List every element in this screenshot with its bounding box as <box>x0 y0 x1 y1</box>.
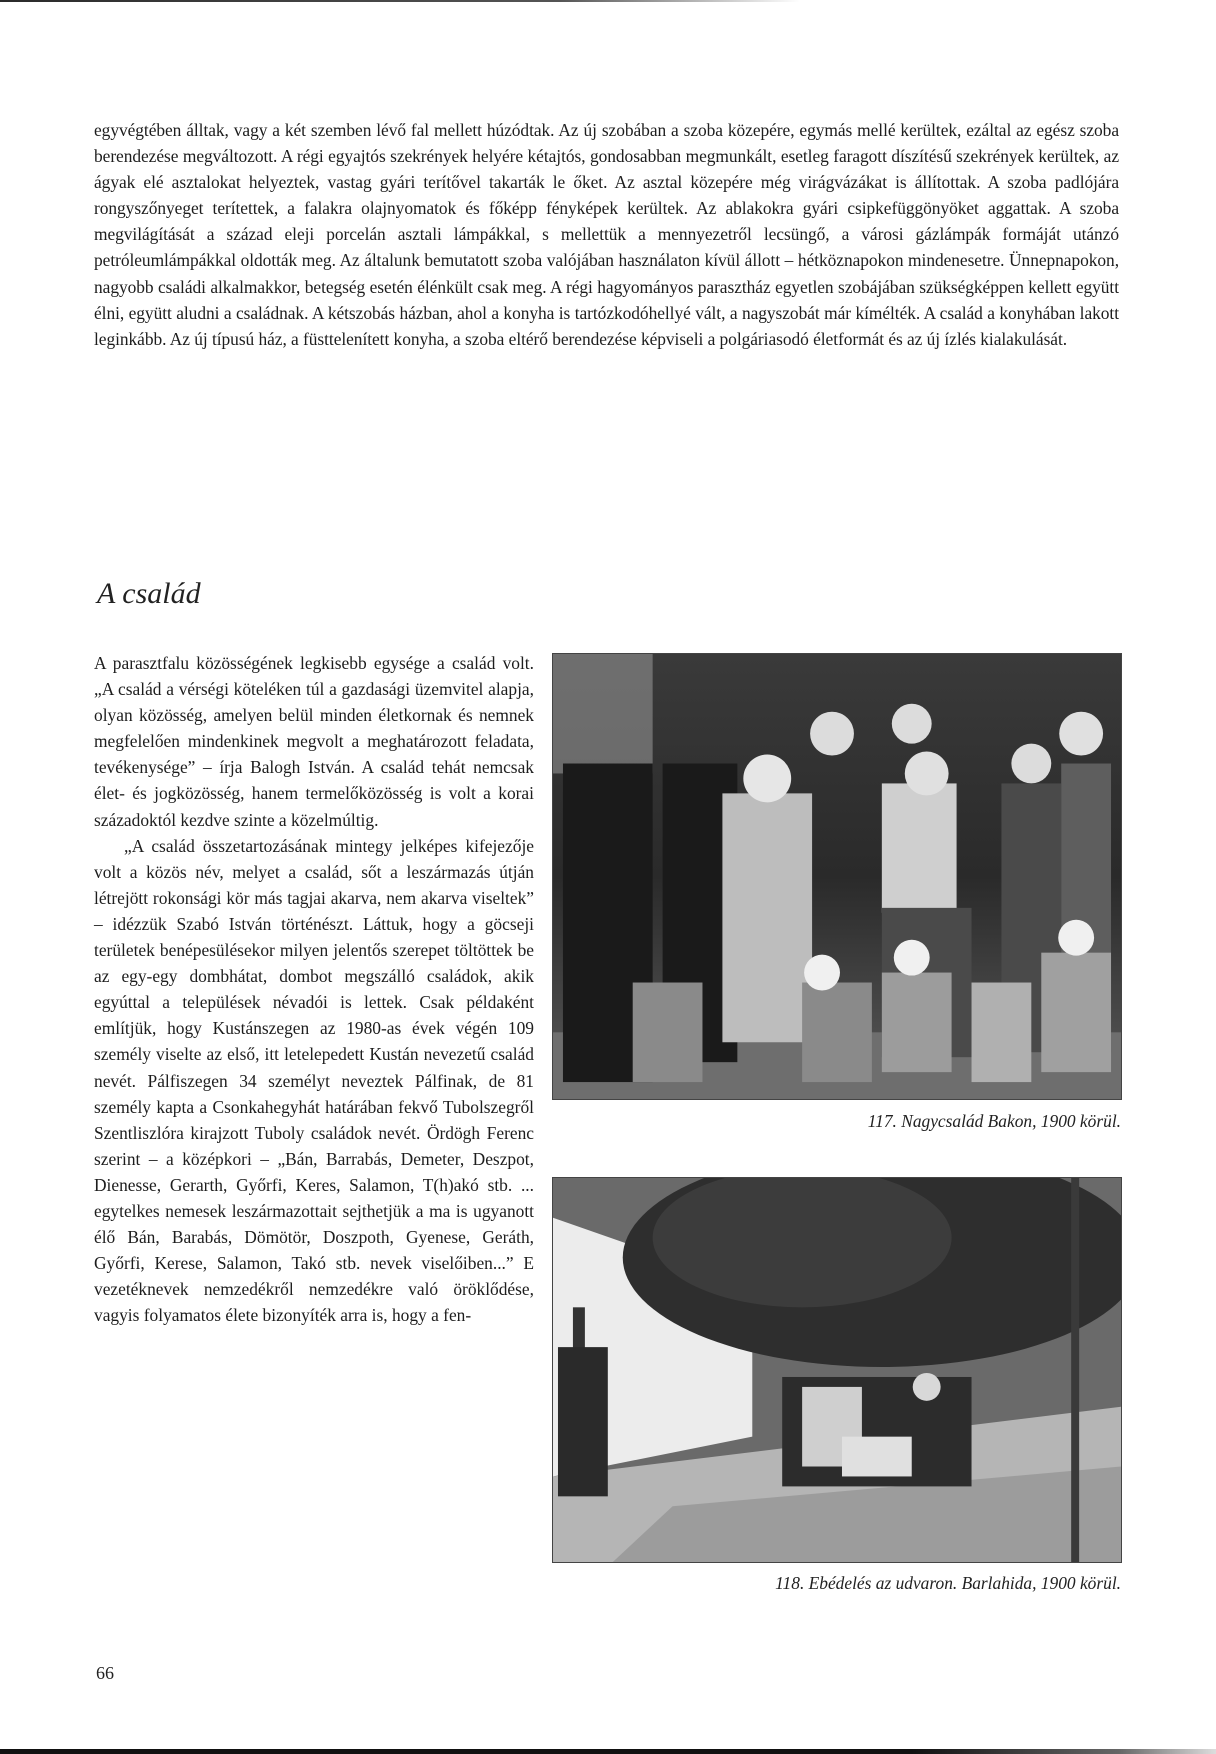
scan-top-edge <box>0 0 800 2</box>
family-group-image <box>553 654 1121 1099</box>
scan-bottom-edge <box>0 1749 1216 1754</box>
figure-117-caption: 117. Nagycsalád Bakon, 1900 körül. <box>867 1111 1121 1131</box>
section-paragraph-1: A parasztfalu közösségének legkisebb egysége a család volt. „A család a vérségi köteléken túl a gazdasági üzemvitel alapja, olyan közösség, amelyen belül minden életkornak és nemnek megfelelően mindenkinek megvolt a meghatározott feladata, tevékenysége” – írja Balogh István. A család tehát nemcsak élet- és jogközösség, hanem termelőközösség is volt a korai századoktól kezdve szinte a közelmúltig. <box>94 653 534 830</box>
top-paragraph: egyvégtében álltak, vagy a két szemben lévő fal mellett húzódtak. Az új szobában a szoba közepére, egymás mellé kerültek, ezáltal az egész szoba berendezése megváltozott. A régi egyajtós szekrények helyére kétajtós, gondosabban megmunkált, esetleg faragott díszítésű szekrények kerültek, az ágyak elé asztalokat helyeztek, vastag gyári terítővel takarták le őket. Az asztal közepére még virágvázákat is állítottak. A szoba padlójára rongyszőnyeget terítettek, a falakra olajnyomatok és főképp fényképek kerültek. Az ablakokra gyári csipkefüggönyöket aggattak. A szoba megvilágítását a század eleji porcelán asztali lámpákkal, s mellettük a mennyezetről lecsüngő, a városi gázlámpák formáját utánzó petróleumlámpákkal oldották meg. Az általunk bemutatott szoba valójában használaton kívül állott – hétköznapokon mindenesetre. Ünnepnapokon, nagyobb családi alkalmakkor, betegség esetén élénkült csak meg. A régi hagyományos parasztház egyetlen szobájában szükségképpen kellett együtt élni, együtt aludni a családnak. A kétszobás házban, ahol a konyha is tartózkodóhellyé vált, a nagyszobát már kímélték. A család a konyhában lakott leginkább. Az új típusú ház, a füsttelenített konyha, a szoba eltérő berendezése képviseli a polgáriasodó életformát és az új ízlés kialakulását. <box>94 120 1119 349</box>
section-body <box>94 650 534 1328</box>
figure-118-photo <box>552 1177 1122 1563</box>
section-title: A család <box>97 577 201 610</box>
page-number: 66 <box>96 1663 114 1683</box>
figure-117-photo <box>552 653 1122 1100</box>
figure-118-caption: 118. Ebédelés az udvaron. Barlahida, 1900 körül. <box>775 1573 1121 1593</box>
section-paragraph-2: „A család összetartozásának mintegy jelképes kifejezője volt a közös név, melyet a család, sőt a leszármazás útján létrejött rokonsági kör más tagjai akarva, nem akarva viseltek” – idézzük Szabó István történészt. Láttuk, hogy a göcseji területek benépesülésekor milyen jelentős szerepet töltöttek be az egy-egy dombhátat, dombot megszálló családok, akik egyúttal a települések névadói is lettek. Csak példaként említjük, hogy Kustánszegen az 1980-as évek végén 109 személy viselte az első, itt letelepedett Kustán nevezetű család nevét. Pálfiszegen 34 személyt neveztek Pálfinak, de 81 személy kapta a Csonkahegyhát határában fekvő Tubolszegről Szentliszlóra kirajzott Tuboly családok nevét. Ördögh Ferenc szerint – a középkori – „Bán, Barrabás, Demeter, Deszpot, Dienesse, Gerarth, Győrfi, Keres, Salamon, T(h)akó stb. ... egytelkes nemesek leszármazottait sejthetjük a ma is ugyanott élő Bán, Barabás, Dömötör, Doszpoth, Gyenese, Geráth, Győrfi, Kerese, Salamon, Takó stb. nevek viselőiben...” E vezetéknevek nemzedékről nemzedékre való öröklődése, vagyis folyamatos élete bizonyíték arra is, hogy a fen- <box>94 835 534 1326</box>
courtyard-lunch-image <box>553 1178 1121 1562</box>
